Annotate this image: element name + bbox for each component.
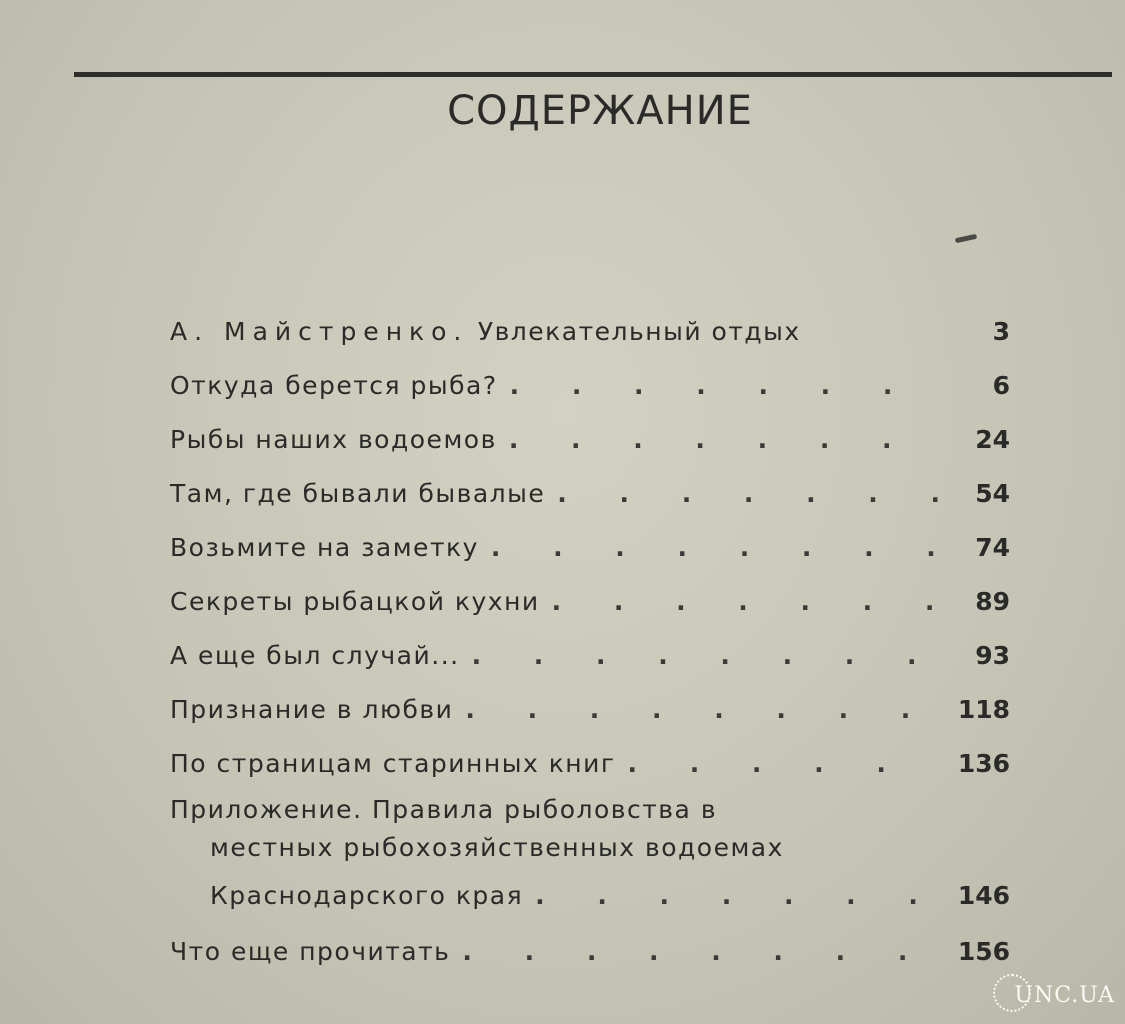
toc-entry-page: 156	[957, 937, 1010, 966]
table-of-contents	[170, 305, 1010, 979]
page-title: СОДЕРЖАНИЕ	[447, 88, 753, 134]
toc-entry-label: Приложение. Правила рыболовства в	[170, 795, 718, 824]
toc-entry-label: Секреты рыбацкой кухни	[170, 587, 540, 616]
toc-entry	[170, 359, 1010, 413]
toc-entry-page: 24	[975, 425, 1010, 454]
leader-dots	[472, 629, 938, 683]
leader-dots	[628, 737, 938, 791]
toc-entry-label: Краснодарского края	[210, 881, 524, 910]
toc-entry-line	[170, 829, 1010, 867]
toc-entry-line	[170, 791, 1010, 829]
leader-dots	[509, 413, 938, 467]
toc-entry-page: 74	[975, 533, 1010, 562]
toc-entry-label: А еще был случай...	[170, 641, 460, 670]
toc-entry-label: Откуда берется рыба?	[170, 371, 498, 400]
leader-dots	[557, 467, 938, 521]
toc-entry	[170, 521, 1010, 575]
toc-entry-page: 89	[975, 587, 1010, 616]
leader-dots	[491, 521, 938, 575]
toc-entry-page: 3	[992, 317, 1010, 346]
toc-entry-label: А. Майстренко. Увлекательный отдых	[170, 317, 801, 346]
toc-entry	[170, 629, 1010, 683]
toc-entry-label: Что еще прочитать	[170, 937, 451, 966]
toc-entry	[170, 737, 1010, 791]
toc-entry-label: местных рыбохозяйственных водоемах	[210, 833, 784, 862]
top-rule	[74, 72, 1112, 77]
toc-entry	[170, 467, 1010, 521]
toc-entry-page: 136	[957, 749, 1010, 778]
toc-entry	[170, 413, 1010, 467]
toc-entry-label: Там, где бывали бывалые	[170, 479, 546, 508]
ink-speck	[955, 234, 978, 243]
toc-entry-page: 93	[975, 641, 1010, 670]
toc-entry-label: Возьмите на заметку	[170, 533, 479, 562]
toc-entry-author: А. Майстренко.	[170, 317, 469, 346]
toc-entry-page: 54	[975, 479, 1010, 508]
toc-entry	[170, 305, 1010, 359]
leader-dots	[462, 925, 938, 979]
toc-entry	[170, 867, 1010, 925]
toc-entry	[170, 683, 1010, 737]
leader-dots	[465, 683, 938, 737]
leader-dots	[552, 575, 938, 629]
toc-entry	[170, 575, 1010, 629]
toc-entry-page: 118	[957, 695, 1010, 724]
toc-entry-label: Рыбы наших водоемов	[170, 425, 497, 454]
leader-dots	[510, 359, 938, 413]
leader-dots	[535, 867, 938, 925]
toc-entry-label: По страницам старинных книг	[170, 749, 616, 778]
toc-entry-page: 146	[957, 881, 1010, 910]
toc-entry	[170, 925, 1010, 979]
watermark: UNC.UA	[1014, 983, 1115, 1008]
toc-entry-label: Признание в любви	[170, 695, 454, 724]
toc-entry-page: 6	[992, 371, 1010, 400]
